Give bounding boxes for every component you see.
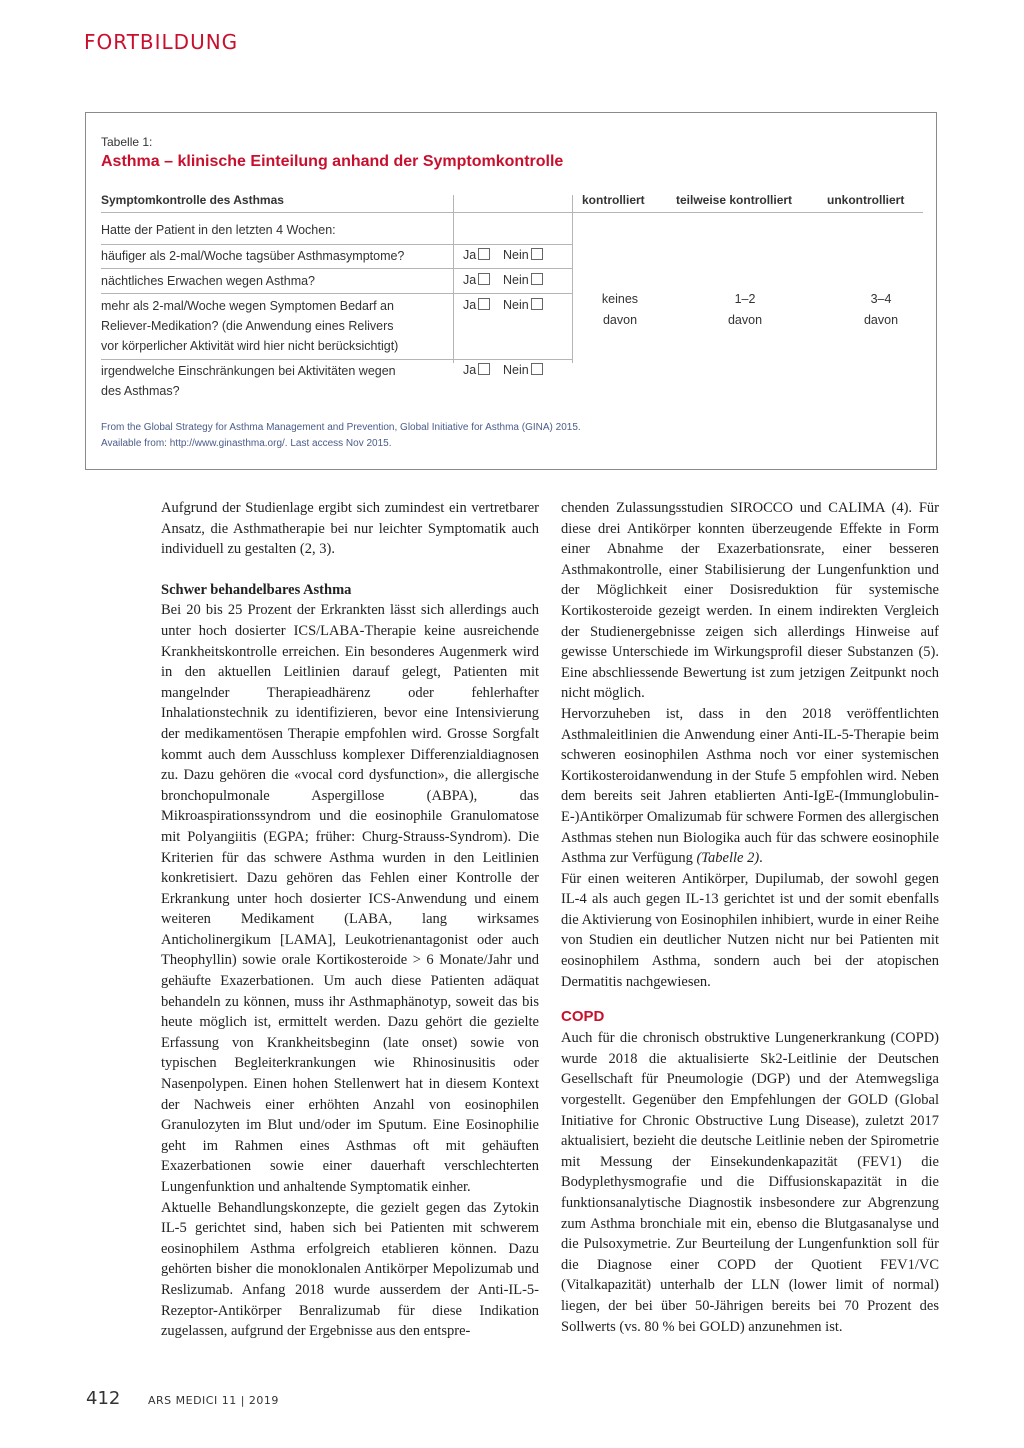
divider (101, 244, 572, 245)
no-label: Nein (503, 273, 529, 287)
yes-option[interactable] (463, 298, 490, 312)
no-label: Nein (503, 298, 529, 312)
column-divider (453, 195, 454, 363)
checkbox[interactable] (478, 248, 490, 260)
category-unit: davon (727, 313, 763, 327)
yes-option[interactable] (463, 248, 490, 262)
table-label: Tabelle 1: (101, 135, 153, 149)
question-line: mehr als 2-mal/Woche wegen Symptomen Bedarf an (101, 299, 394, 313)
category-unit: davon (602, 313, 638, 327)
punctuation: . (759, 850, 763, 867)
checkbox[interactable] (531, 363, 543, 375)
category-unit: davon (863, 313, 899, 327)
col-header-uncontrolled: unkontrolliert (827, 193, 905, 207)
divider (101, 293, 572, 294)
column-divider (572, 195, 573, 363)
divider (101, 268, 572, 269)
source-line: Available from: http://www.ginasthma.org/. Last access Nov 2015. (101, 438, 392, 449)
paragraph: chenden Zulassungsstudien SIROCCO und CALIMA (4). Für diese drei Antikörper konnten überzeugende Effekte in Form einer Abnahme der Exazerbationsrate, einer besseren Asthmakontrolle, einer Stabilisierung der Lungenfunktion und der Möglichkeit einer Dosisreduktion für systemische Kortikosteroide gezeigt werden. In einem indirekten Vergleich der Studienergebnisse zeigen sich allerdings Hinweise auf gewisse Unterschiede im Wirkungsprofil dieser Substanzen (5). Eine abschliessende Bewertung ist zum jetzigen Zeitpunkt noch nicht möglich. (561, 500, 939, 702)
section-heading: COPD (561, 1008, 605, 1026)
question-line: vor körperlicher Aktivität wird hier nicht berücksichtigt) (101, 339, 399, 353)
category-count: keines (601, 292, 639, 306)
paragraph: Auch für die chronisch obstruktive Lungenerkrankung (COPD) wurde 2018 die aktualisierte Sk2-Leitlinie der Deutschen Gesellschaft für Pneumologie (DGP) und der Atemwegsliga vorgestellt. Gegenüber den Empfehlungen der GOLD (Global Initiative for Chronic Obstructive Lung Disease), zuletzt 2017 aktualisiert, bezieht die deutsche Leitlinie neben der Spirometrie mit Messung der Einsekundenkapazität (FEV1) die Bodyplethysmografie und die Diffusionskapazität in die funktionsanalytische Diagnostik insbesondere zur Abgrenzung zum Asthma bronchiale mit ein, ebenso die Blutgasanalyse und die Pulsoxymetrie. Zur Beurteilung der Lungenfunktion soll für die Diagnose einer COPD der Quotient FEV1/VC (Vitalkapazität) unterhalb der LLN (lower limit of normal) liegen, der bei über 50-Jährigen bereits bei 70 Prozent des Sollwerts (vs. 80 % bei GOLD) anzunehmen ist. (561, 1030, 939, 1335)
yes-label: Ja (463, 363, 477, 377)
divider (101, 212, 923, 213)
col-header-controlled: kontrolliert (582, 193, 645, 207)
checkbox[interactable] (531, 273, 543, 285)
yes-label: Ja (463, 248, 477, 262)
table-reference-link[interactable]: (Tabelle 2) (696, 850, 760, 867)
checkbox[interactable] (531, 298, 543, 310)
paragraph: Bei 20 bis 25 Prozent der Erkrankten lässt sich allerdings auch unter hoch dosierter ICS/LABA-Therapie keine ausreichende Krankheitskontrolle erreichen. Ein besonderes Augenmerk wird in den aktuellen Leitlinien darauf gelegt, Patienten mit mangelnder Therapieadhärenz oder fehlerhafter Inhalationstechnik zu identifizieren, bevor eine Intensivierung der medikamentösen Therapie empfohlen wird. Grosse Sorgfalt kommt auch dem Ausschluss komplexer Differenzialdiagnosen zu. Dazu gehören die «vocal cord dysfunction», die allergische bronchopulmonale Aspergillose (ABPA), das Mikroaspirationssyndrom und die eosinophile Granulomatose mit Polyangiitis (EGPA; früher: Churg-Strauss-Syndrom). Die Kriterien für das schwere Asthma wurden in den Leitlinien konkretisiert. Dazu gehören das Fehlen einer Kontrolle der Erkrankung unter hoch dosierter ICS-Anwendung und einem weiteren Medikament (LABA, lang wirksames Anticholinergikum [LAMA], Leukotrienantagonist oder auch Theophyllin) sowie orale Kortikosteroide > 6 Monate/Jahr und gehäufte Exazerbationen. Um auch diese Patienten adäquat behandeln zu können, muss ihr Asthmaphänotyp, soweit das bis heute möglich ist, ermittelt werden. Dazu gehört die gezielte Erfassung von Krankheitsbeginn (late onset) sowie von typischen Begleiterkrankungen wie Rhinosinusitis oder Nasenpolypen. Einen hohen Stellenwert hat in diesem Kontext der Nachweis einer erhöhten Anzahl von eosinophilen Granulozyten im Blut und/oder im Sputum. Eine Eosinophilie geht im Rahmen eines Asthmas oft mit gehäuften Exazerbationen sowie einer dauerhaft verschlechterten Lungenfunktion und anhaltende Symptomatik einher. (161, 602, 539, 1195)
paragraph-text: Hervorzuheben ist, dass in den 2018 veröffentlichten Asthmaleitlinien die Anwendung einer Anti-IL-5-Therapie beim schweren eosinophilen Asthma noch vor einer systemischen Kortikosteroidanwendung in der Stufe 5 empfohlen wird. Neben dem bereits seit Jahren etablierten Anti-IgE-(Immunglobulin-E-)Antikörper Omalizumab für schwere Formen des allergischen Asthmas stehen nun Biologika auch für das schwere eosinophile Asthma zur Verfügung (561, 705, 939, 867)
yes-option[interactable] (463, 273, 490, 287)
paragraph: Für einen weiteren Antikörper, Dupilumab, der sowohl gegen IL-4 als auch gegen IL-13 gerichtet ist und der somit ebenfalls die Aktivierung von Eosinophilen inhibiert, wurde in einer Reihe von Studien ein deutlicher Nutzen nicht nur bei Patienten mit eosinophilem Asthma, sondern auch bei der atopischen Dermatitis nachgewiesen. (561, 870, 939, 990)
category-partly-controlled (705, 289, 785, 331)
question-daytime-symptoms: häufiger als 2-mal/Woche tagsüber Asthmasymptome? (101, 249, 405, 263)
left-column (161, 498, 539, 1342)
question-line: des Asthmas? (101, 384, 180, 398)
page-number: 412 (86, 1388, 121, 1409)
no-label: Nein (503, 248, 529, 262)
question-reliever-need (101, 296, 398, 356)
checkbox[interactable] (531, 248, 543, 260)
paragraph (561, 704, 939, 869)
no-option[interactable] (503, 298, 543, 312)
no-label: Nein (503, 363, 529, 377)
journal-name: ARS MEDICI 11 | 2019 (148, 1394, 279, 1407)
no-option[interactable] (503, 273, 543, 287)
table-intro: Hatte der Patient in den letzten 4 Wochen: (101, 223, 336, 237)
col-header-symptoms: Symptomkontrolle des Asthmas (101, 193, 284, 207)
category-uncontrolled (841, 289, 921, 331)
yes-label: Ja (463, 298, 477, 312)
yes-option[interactable] (463, 363, 490, 377)
question-night-waking: nächtliches Erwachen wegen Asthma? (101, 274, 316, 288)
col-header-partly-controlled: teilweise kontrolliert (676, 193, 793, 207)
table-title: Asthma – klinische Einteilung anhand der Symptomkontrolle (101, 153, 564, 170)
paragraph: Aktuelle Behandlungskonzepte, die gezielt gegen das Zytokin IL-5 gerichtet sind, haben sich bei Patienten mit schwerem eosinophilem Asthma erfolgreich etablieren können. Dazu gehörten bisher die monoklonalen Antikörper Mepolizumab und Reslizumab. Anfang 2018 wurde ausserdem der Anti-IL-5-Rezeptor-Antikörper Benralizumab für diese Indikation zugelassen, aufgrund der Ergebnisse aus den entspre- (161, 1199, 539, 1340)
yes-label: Ja (463, 273, 477, 287)
category-count: 3–4 (870, 292, 892, 306)
question-line: Reliever-Medikation? (die Anwendung eines Relivers (101, 319, 394, 333)
no-option[interactable] (503, 248, 543, 262)
checkbox[interactable] (478, 298, 490, 310)
table-source (101, 420, 581, 452)
right-column (561, 498, 939, 1337)
section-label: FORTBILDUNG (84, 30, 239, 54)
category-controlled (580, 289, 660, 331)
no-option[interactable] (503, 363, 543, 377)
question-line: irgendwelche Einschränkungen bei Aktivitäten wegen (101, 364, 396, 378)
paragraph: Aufgrund der Studienlage ergibt sich zumindest ein vertretbarer Ansatz, die Asthmatherapie bei nur leichter Symptomatik auch individuell zu gestalten (2, 3). (161, 500, 539, 558)
source-line: From the Global Strategy for Asthma Management and Prevention, Global Initiative for Asthma (GINA) 2015. (101, 422, 581, 433)
question-activity-limits (101, 361, 396, 401)
section-heading: Schwer behandelbares Asthma (161, 581, 352, 598)
divider (101, 359, 572, 360)
table-box (85, 112, 937, 470)
category-count: 1–2 (734, 292, 756, 306)
checkbox[interactable] (478, 363, 490, 375)
checkbox[interactable] (478, 273, 490, 285)
